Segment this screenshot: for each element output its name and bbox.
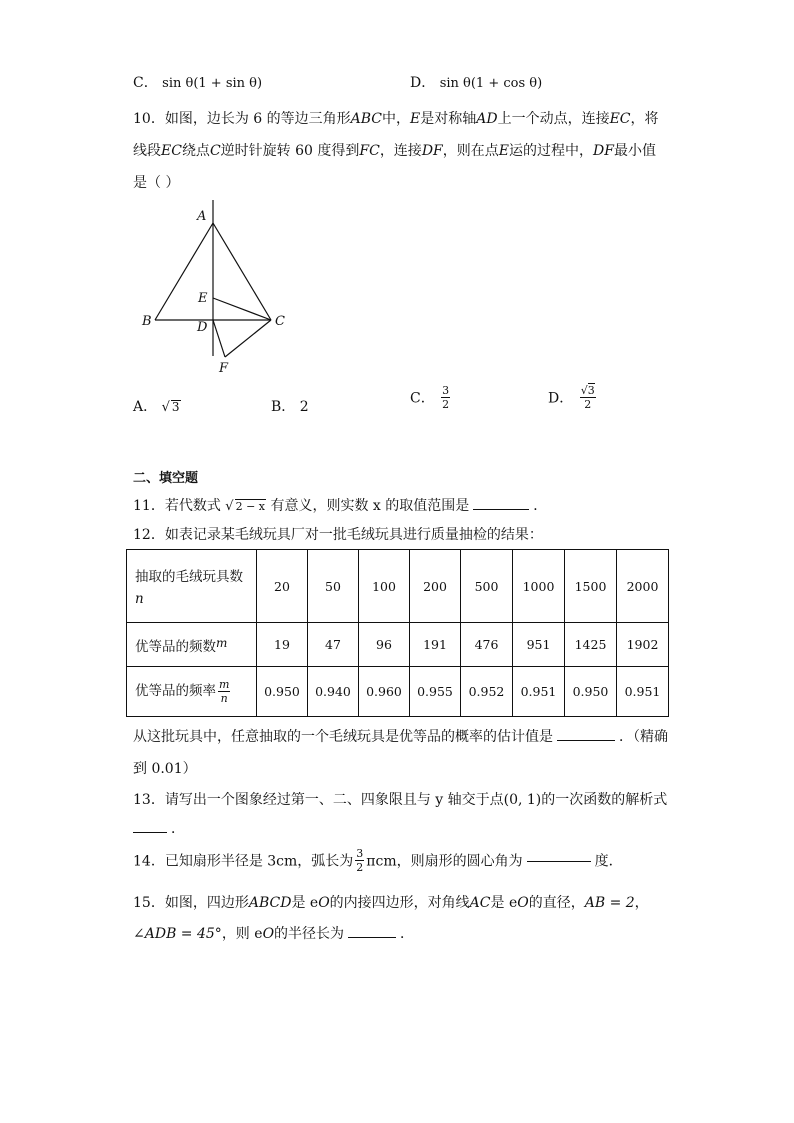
text: ， — [634, 895, 649, 911]
table-cell: 50 — [308, 550, 359, 623]
text: 11．若代数式 — [133, 498, 221, 514]
fraction — [441, 385, 450, 410]
math: O — [262, 926, 275, 942]
table-cell: 0.955 — [410, 667, 461, 717]
text: 是 e — [291, 895, 319, 911]
table-cell: 96 — [359, 623, 410, 667]
sqrt-icon: √ — [580, 384, 588, 397]
text: ．（精确 — [619, 729, 668, 745]
math: EC — [161, 143, 182, 159]
table-cell: 200 — [410, 550, 461, 623]
table-cell: 476 — [461, 623, 513, 667]
sqrt-icon: √ — [225, 499, 234, 514]
denominator: 2 — [356, 861, 364, 874]
text: ，连接 — [379, 143, 422, 159]
numerator: 3 — [356, 847, 364, 860]
q10-option-d — [548, 385, 598, 410]
answer-blank[interactable] — [557, 739, 615, 741]
header-label: 抽取的毛绒玩具数 — [135, 569, 243, 585]
text: 有意义，则实数 x 的取值范围是 — [270, 498, 470, 514]
fraction — [355, 848, 364, 873]
q10-line1 — [133, 108, 659, 128]
header-var: n — [135, 591, 144, 607]
math: AD — [476, 111, 498, 127]
q10-line2 — [133, 140, 656, 160]
q10-option-a — [133, 396, 181, 416]
fraction — [218, 679, 230, 704]
table-cell: 951 — [513, 623, 565, 667]
q12-text: 12．如表记录某毛绒玩具厂对一批毛绒玩具进行质量抽检的结果： — [133, 527, 543, 543]
option-letter: C． — [133, 75, 158, 91]
text: 是对称轴 — [420, 111, 477, 127]
table-cell: 100 — [359, 550, 410, 623]
table-header-cell — [127, 550, 257, 623]
text: 15．如图，四边形 — [133, 895, 249, 911]
sqrt-icon: √ — [161, 400, 170, 415]
label-b: B — [142, 314, 152, 329]
text: ． — [171, 821, 185, 837]
q15-line2 — [133, 923, 414, 943]
table-cell: 1425 — [565, 623, 617, 667]
q10-option-b — [271, 396, 309, 416]
text: 最小值 — [613, 143, 656, 159]
option-letter: D． — [410, 75, 436, 91]
text: πcm，则扇形的圆心角为 — [366, 853, 523, 870]
table-cell: 1500 — [565, 550, 617, 623]
table-row — [127, 667, 669, 717]
option-text: sin θ(1 + cos θ) — [439, 76, 543, 91]
table-cell: 1902 — [617, 623, 669, 667]
text: 中， — [382, 111, 410, 127]
math: E — [498, 143, 509, 159]
text: 的半径长为 — [274, 926, 345, 942]
q13-answer-line — [133, 818, 185, 838]
option-letter: C． — [410, 390, 435, 407]
table-cell: 19 — [257, 623, 308, 667]
text: 逆时针旋转 60 度得到 — [220, 143, 360, 159]
header-label: 优等品的频数 — [135, 638, 216, 655]
radicand: 3 — [587, 384, 595, 397]
table-cell: 0.952 — [461, 667, 513, 717]
text: 的直径， — [528, 895, 585, 911]
answer-blank[interactable] — [133, 831, 167, 833]
table-cell: 0.940 — [308, 667, 359, 717]
math: ABCD — [248, 895, 292, 911]
q9-option-c — [133, 72, 262, 92]
q11-line — [133, 495, 547, 515]
math: DF — [593, 143, 614, 159]
header-label: 优等品的频率 — [135, 683, 216, 699]
denominator: n — [220, 692, 228, 705]
table-cell: 47 — [308, 623, 359, 667]
option-letter: A． — [133, 399, 158, 415]
q13-line: 13．请写出一个图象经过第一、二、四象限且与 y 轴交于点(0, 1)的一次函数的解析式 — [133, 792, 668, 808]
label-e: E — [198, 291, 208, 306]
label-a: A — [197, 209, 207, 224]
text: ，则 e — [221, 926, 263, 942]
math: C — [209, 143, 221, 159]
math: AB = 2 — [584, 895, 635, 911]
answer-blank[interactable] — [348, 936, 396, 938]
table-cell: 0.960 — [359, 667, 410, 717]
text: 运的过程中， — [509, 143, 593, 159]
table-cell: 500 — [461, 550, 513, 623]
option-text: sin θ(1 + sin θ) — [162, 76, 263, 91]
math: EC — [609, 111, 631, 127]
math: E — [410, 111, 421, 127]
numerator: 3 — [442, 384, 450, 397]
segment-df — [213, 320, 225, 357]
math: O — [517, 895, 529, 911]
q10-triangle-figure — [135, 200, 295, 380]
text: 是 e — [490, 895, 518, 911]
option-letter: D． — [548, 390, 574, 407]
math: DF — [421, 143, 443, 159]
table-cell: 191 — [410, 623, 461, 667]
text: 绕点 — [181, 143, 210, 159]
table-cell: 1000 — [513, 550, 565, 623]
segment-fc — [225, 320, 271, 357]
numerator — [580, 385, 596, 398]
table-cell: 0.951 — [513, 667, 565, 717]
label-c: C — [275, 314, 285, 329]
math: AC — [469, 895, 491, 911]
answer-blank[interactable] — [527, 860, 591, 862]
table-cell: 0.951 — [617, 667, 669, 717]
table-cell: 20 — [257, 550, 308, 623]
q14-line — [133, 848, 623, 873]
denominator: 2 — [442, 398, 450, 411]
radicand: 3 — [171, 400, 180, 414]
table-row — [127, 550, 669, 623]
q15-line1 — [133, 892, 649, 912]
numerator: m — [219, 678, 230, 691]
q12-after-line1 — [133, 726, 668, 746]
q10-line3: 是（ ） — [133, 175, 180, 191]
text: 10．如图，边长为 6 的等边三角形 — [133, 111, 351, 127]
math: ∠ADB = 45° — [133, 926, 222, 942]
radicand: 2 − x — [235, 500, 265, 513]
table-row — [127, 623, 669, 667]
q9-option-d — [410, 72, 542, 92]
text: 的内接四边形，对角线 — [329, 895, 470, 911]
table-header-cell — [127, 667, 257, 717]
table-cell: 0.950 — [257, 667, 308, 717]
math: ABC — [350, 111, 382, 127]
text: ． — [533, 498, 548, 514]
text: 度． — [594, 853, 623, 870]
option-value: 2 — [299, 399, 309, 415]
section-title: 二、填空题 — [133, 471, 199, 486]
table-cell: 0.950 — [565, 667, 617, 717]
text: 14．已知扇形半径是 3cm，弧长为 — [133, 853, 354, 870]
header-var: m — [216, 635, 228, 650]
q10-option-c — [410, 385, 452, 410]
label-f: F — [219, 361, 229, 376]
text: ，将 — [630, 111, 659, 127]
quality-table — [126, 549, 669, 717]
text: ． — [400, 926, 415, 942]
denominator: 2 — [584, 398, 592, 411]
text: 上一个动点，连接 — [497, 111, 610, 127]
label-d: D — [197, 320, 208, 335]
table-cell: 2000 — [617, 550, 669, 623]
answer-blank[interactable] — [473, 508, 529, 510]
math: O — [318, 895, 330, 911]
text: 线段 — [133, 143, 161, 159]
text: 从这批玩具中，任意抽取的一个毛绒玩具是优等品的概率的估计值是 — [133, 729, 553, 745]
text: ，则在点 — [442, 143, 499, 159]
q12-after-line2: 到 0.01） — [133, 761, 197, 777]
fraction — [580, 385, 596, 410]
segment-ec — [213, 298, 271, 320]
math: FC — [359, 143, 380, 159]
option-letter: B． — [271, 399, 296, 415]
table-header-cell — [127, 623, 257, 667]
side-ac — [213, 223, 271, 320]
